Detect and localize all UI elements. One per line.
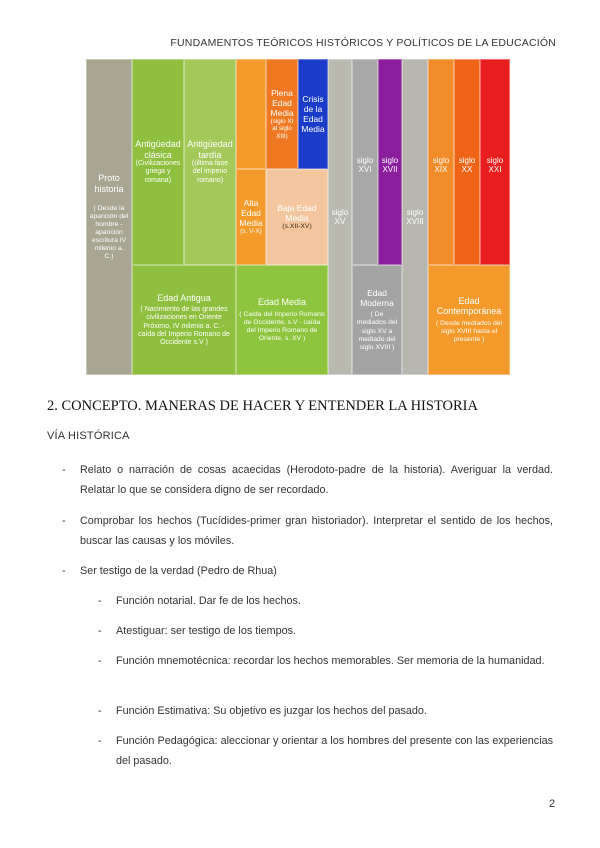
proto-title: Proto historia: [94, 173, 124, 194]
block-siglo-xxi: [480, 59, 510, 265]
history-periods-diagram: [86, 59, 510, 375]
edad-media-detail: ( Caída del Imperio Romano de Occidente, s.V - caída del Imperio Romano de Oriente, s. XV ): [239, 310, 325, 342]
baja-edad-media-detail: (s.XII-XV): [282, 223, 312, 230]
siglo-xxi-label: siglo XXI: [486, 156, 504, 175]
sub-list-item: [98, 731, 553, 771]
block-edad-moderna: [352, 265, 402, 375]
list-item-text: Función notarial. Dar fe de los hechos.: [116, 595, 301, 607]
siglo-xvii-label: siglo XVII: [381, 156, 399, 175]
list-item-text: Función mnemotécnica: recordar los hechos memorables. Ser memoria de la humanidad.: [116, 655, 545, 667]
antiguedad-tardia-detail: (última fase del imperio romano): [191, 160, 229, 184]
plena-edad-media-title: Plena Edad Media: [270, 87, 294, 118]
alta-edad-media-detail: (s. V-X): [240, 228, 262, 236]
list-item-text: Función Estimativa: Su objetivo es juzgar los hechos del pasado.: [116, 705, 427, 717]
block-proto-historia: [86, 59, 132, 375]
alta-edad-media-title: Alta Edad Media: [239, 198, 263, 229]
list-item-text: Comprobar los hechos (Tucídides-primer gran historiador). Interpretar el sentido de los hechos, buscar las causas y los móviles.: [80, 515, 553, 547]
list-item-text: Atestiguar: ser testigo de los tiempos.: [116, 625, 297, 637]
list-item: [62, 460, 553, 500]
edad-antigua-detail: ( Nacimiento de las grandes civilizaciones en Oriente Próximo, IV milenio a. C. - caída del Imperio Romano de Occidente s.V ): [138, 306, 230, 347]
plena-edad-media-detail: (siglo XI al siglo XIII): [270, 117, 294, 140]
block-siglo-xix: [428, 59, 454, 265]
sub-list-item: [98, 701, 553, 721]
crisis-edad-media-title: Crisis de la Edad Media: [301, 93, 325, 135]
proto-detail: ( Desde la aparición del hombre - aparición escritura IV milenio a. C.): [89, 204, 129, 260]
edad-contemporanea-detail: ( Desde mediados del siglo XVIII hasta el presente ): [435, 320, 503, 344]
running-header: FUNDAMENTOS TEÓRICOS HISTÓRICOS Y POLÍTICOS DE LA EDUCACIÓN: [170, 37, 556, 49]
siglo-xvi-label: siglo XVI: [356, 156, 374, 175]
siglo-xviii-label: siglo XVIII: [406, 207, 424, 226]
baja-edad-media-title: Baja Edad Media: [277, 202, 317, 223]
sub-list-item: [98, 621, 553, 641]
block-antiguedad-tardia: [184, 59, 236, 265]
subsection-title: VÍA HISTÓRICA: [47, 430, 130, 442]
edad-moderna-detail: ( De mediados del siglo XV a mediado del siglo XVIII ): [356, 311, 398, 351]
block-siglo-xvi: [352, 59, 378, 265]
block-edad-media: [236, 265, 328, 375]
page-number: 2: [549, 798, 556, 810]
antiguedad-tardia-title: Antigüedad tardía: [187, 139, 233, 160]
sub-list-item: [98, 651, 553, 671]
edad-moderna-title: Edad Moderna: [360, 288, 394, 309]
list-item: [62, 561, 553, 581]
block-edad-contemporanea: [428, 265, 510, 375]
block-crisis-edad-media: [298, 59, 328, 169]
siglo-xv-label: siglo XV: [331, 207, 349, 226]
list-item-text: Ser testigo de la verdad (Pedro de Rhua): [80, 565, 277, 577]
block-baja-edad-media: [266, 169, 328, 265]
block-plena-edad-media: [266, 59, 298, 169]
section-title: 2. CONCEPTO. MANERAS DE HACER Y ENTENDER LA HISTORIA: [47, 398, 478, 414]
list-dash: -: [98, 595, 102, 607]
block-siglo-xviii: [402, 59, 428, 375]
list-dash: -: [62, 515, 66, 527]
list-dash: -: [62, 565, 66, 577]
siglo-xix-label: siglo XIX: [432, 156, 450, 175]
block-siglo-xvii: [378, 59, 402, 265]
list-dash: -: [98, 625, 102, 637]
siglo-xx-label: siglo XX: [458, 156, 476, 175]
edad-contemporanea-title: Edad Contemporánea: [436, 295, 502, 317]
antiguedad-clasica-title: Antigüedad clásica: [135, 139, 181, 160]
list-item-text: Relato o narración de cosas acaecidas (Herodoto-padre de la historia). Averiguar la verdad. Relatar lo que se considera digno de ser recordado.: [80, 464, 553, 496]
block-alta-edad-media: [236, 169, 266, 265]
antiguedad-clasica-detail: (Civilizaciones griega y romana): [135, 160, 181, 184]
sub-list-item: [98, 591, 553, 611]
block-siglo-xx: [454, 59, 480, 265]
list-item-text: Función Pedagógica: aleccionar y orientar a los hombres del presente con las experiencias del pasado.: [116, 735, 553, 767]
list-dash: -: [98, 735, 102, 747]
block-orange-top-col: [236, 59, 266, 169]
list-item: [62, 511, 553, 551]
list-dash: -: [98, 655, 102, 667]
edad-media-title: Edad Media: [257, 297, 307, 308]
edad-antigua-title: Edad Antigua: [157, 292, 211, 303]
block-edad-antigua: [132, 265, 236, 375]
list-dash: -: [62, 464, 66, 476]
list-dash: -: [98, 705, 102, 717]
block-antiguedad-clasica: [132, 59, 184, 265]
block-siglo-xv: [328, 59, 352, 375]
